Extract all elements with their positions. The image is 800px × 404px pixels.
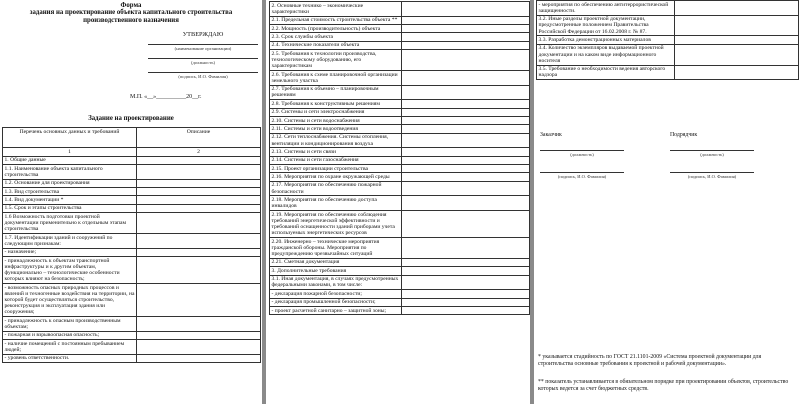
table-row bbox=[270, 116, 530, 124]
table-header-row bbox=[3, 128, 261, 148]
table-row bbox=[3, 248, 261, 256]
description-cell bbox=[402, 33, 530, 41]
page-3 bbox=[534, 0, 800, 404]
requirement-cell: 2.19. Мероприятия по обеспечению соблюдения требований энергетической эффективности и требований оснащенности зданий приборами учета используемых энергетических ресурсов bbox=[270, 211, 402, 238]
table-row bbox=[270, 307, 530, 315]
description-cell bbox=[137, 204, 261, 212]
requirement-cell: - мероприятия по обеспечению антитеррористической защищенности. bbox=[537, 1, 675, 16]
requirements-table-part-3 bbox=[536, 0, 799, 80]
requirement-cell: 2.6. Требования к схеме планировочной организации земельного участка bbox=[270, 70, 402, 85]
contractor-label: Подрядчик bbox=[670, 132, 698, 138]
table-row bbox=[3, 283, 261, 316]
requirement-cell: 3. Дополнительные требования bbox=[270, 267, 402, 275]
description-cell bbox=[137, 213, 261, 234]
requirement-cell: 1. Общие данные bbox=[3, 156, 137, 164]
approve-heading: УТВЕРЖДАЮ bbox=[182, 31, 224, 38]
footnote-stage: * указывается стадийность по ГОСТ 21.1101-2009 «Система проектной документации для строительства основные требования к проектной и рабочей документации». bbox=[538, 354, 762, 367]
customer-signature-caption: (подпись, И.О. Фамилия) bbox=[557, 174, 607, 179]
requirement-cell: 2.9. Системы и сети электроснабжения bbox=[270, 108, 402, 116]
description-cell bbox=[402, 307, 530, 315]
org-caption: (наименование организации) bbox=[174, 46, 232, 51]
contractor-position-caption: (должность) bbox=[700, 152, 724, 157]
requirement-cell: 1.7. Идентификации зданий и сооружений по следующим признакам: bbox=[3, 233, 137, 248]
requirement-cell: 3.3. Разработка демонстрационных материалов bbox=[537, 36, 675, 44]
table-row bbox=[270, 165, 530, 173]
requirement-cell: 2.8. Требования к конструктивным решениям bbox=[270, 100, 402, 108]
contractor-signature-line bbox=[670, 172, 754, 173]
table-row bbox=[3, 340, 261, 355]
description-cell bbox=[675, 65, 799, 80]
table-row bbox=[3, 256, 261, 283]
requirement-cell: 2.2. Мощность (производительность) объекта bbox=[270, 24, 402, 32]
table-row bbox=[270, 275, 530, 290]
requirement-cell: 1.4. Вид документации * bbox=[3, 196, 137, 204]
table-row bbox=[270, 267, 530, 275]
description-cell bbox=[137, 340, 261, 355]
position-caption: (должность) bbox=[190, 60, 216, 65]
form-title-line-2: задания на проектирование объекта капитального строительства bbox=[29, 9, 233, 17]
description-cell bbox=[137, 187, 261, 195]
table-row bbox=[3, 213, 261, 234]
table-row bbox=[270, 181, 530, 196]
footnote-budget: ** показатель устанавливается в обязательном порядке при проектировании объектов, строительство которых ведется за счет бюджетных средств. bbox=[538, 379, 789, 392]
table-row bbox=[270, 100, 530, 108]
table-row bbox=[537, 1, 799, 16]
requirement-cell: - уровень ответственности. bbox=[3, 354, 137, 362]
description-cell bbox=[402, 258, 530, 266]
table-row bbox=[3, 233, 261, 248]
requirement-cell: - принадлежность к опасным производственным объектам; bbox=[3, 317, 137, 332]
requirement-cell: 3.2. Иные разделы проектной документации, предусмотренные положением Правительства Российской Федерации от 16.02.2008 г. № 87. bbox=[537, 15, 675, 36]
table-row bbox=[270, 173, 530, 181]
description-cell bbox=[402, 275, 530, 290]
description-cell bbox=[402, 16, 530, 24]
requirement-cell: - возможность опасных природных процессов и явлений и техногенные воздействия на территории, на которой будет осуществляться строительство, реконструкция и эксплуатация здания или сооружения; bbox=[3, 283, 137, 316]
description-cell bbox=[137, 331, 261, 339]
description-cell bbox=[137, 317, 261, 332]
description-cell bbox=[675, 44, 799, 65]
table-row bbox=[270, 85, 530, 100]
requirement-cell: - принадлежность к объектам транспортной инфраструктуры и к другим объектам, функционально – технологические особенности которых влияют на безопасность; bbox=[3, 256, 137, 283]
requirement-cell: 2.12. Сети теплоснабжения. Системы отопления, вентиляции и кондиционирования воздуха bbox=[270, 133, 402, 148]
requirement-cell: 2.10. Системы и сети водоснабжения bbox=[270, 116, 402, 124]
requirement-cell: 1.3. Вид строительства bbox=[3, 187, 137, 195]
table-row bbox=[270, 148, 530, 156]
description-cell bbox=[402, 116, 530, 124]
requirement-cell: - наличие помещений с постоянным пребыванием людей; bbox=[3, 340, 137, 355]
requirement-cell: 2.3. Срок службы объекта bbox=[270, 33, 402, 41]
requirement-cell: 3.5. Требование о необходимости ведения авторского надзора bbox=[537, 65, 675, 80]
requirement-cell: 3.4. Количество экземпляров выдаваемой проектной документации и на каком виде информационного носителя bbox=[537, 44, 675, 65]
requirement-cell: 2.1. Предельная стоимость строительства объекта ** bbox=[270, 16, 402, 24]
description-cell bbox=[137, 354, 261, 362]
table-row bbox=[3, 204, 261, 212]
contractor-position-line bbox=[670, 150, 754, 151]
table-row bbox=[270, 133, 530, 148]
description-cell bbox=[137, 233, 261, 248]
description-cell bbox=[402, 238, 530, 259]
table-row bbox=[537, 65, 799, 80]
customer-label: Заказчик bbox=[540, 132, 562, 138]
customer-signature-line bbox=[540, 172, 624, 173]
requirement-cell: 2.7. Требования к объемно – планировочным решениям bbox=[270, 85, 402, 100]
description-cell bbox=[402, 211, 530, 238]
description-cell bbox=[137, 248, 261, 256]
requirement-cell: 1.5. Срок и этапы строительства bbox=[3, 204, 137, 212]
requirement-cell: 1.6 Возможность подготовки проектной документации применительно к отдельным этапам строительства bbox=[3, 213, 137, 234]
customer-position-caption: (должность) bbox=[570, 152, 594, 157]
table-row bbox=[270, 24, 530, 32]
table-number-row bbox=[3, 148, 261, 156]
description-cell bbox=[402, 196, 530, 211]
table-row bbox=[3, 317, 261, 332]
form-title-line-3: производственного назначения bbox=[83, 16, 179, 24]
description-cell bbox=[137, 179, 261, 187]
table-body bbox=[537, 1, 799, 80]
table-row bbox=[270, 156, 530, 164]
description-cell bbox=[402, 173, 530, 181]
requirements-table-part-2 bbox=[269, 1, 530, 315]
task-title: Задание на проектирование bbox=[88, 115, 174, 122]
table-row bbox=[270, 196, 530, 211]
description-cell bbox=[402, 50, 530, 71]
requirement-cell: 2.14. Системы и сети газоснабжения bbox=[270, 156, 402, 164]
description-cell bbox=[137, 156, 261, 164]
requirements-table-part-1 bbox=[2, 127, 261, 363]
form-title-line-1: Форма bbox=[120, 2, 142, 9]
description-cell bbox=[402, 298, 530, 306]
table-body bbox=[3, 156, 261, 363]
description-cell bbox=[402, 165, 530, 173]
description-cell bbox=[675, 36, 799, 44]
contractor-signature-caption: (подпись, И.О. Фамилия) bbox=[687, 174, 737, 179]
table-row bbox=[3, 196, 261, 204]
requirement-cell: 2.21. Сметная документация bbox=[270, 258, 402, 266]
table-row bbox=[3, 164, 261, 179]
description-cell bbox=[137, 256, 261, 283]
position-line bbox=[148, 58, 258, 59]
column-number-2: 2 bbox=[137, 148, 261, 156]
table-row bbox=[270, 125, 530, 133]
table-row bbox=[270, 298, 530, 306]
description-cell bbox=[137, 196, 261, 204]
requirement-cell: 2.5. Требования к технологии производства, технологическому оборудованию, его характеристикам bbox=[270, 50, 402, 71]
table-row bbox=[537, 44, 799, 65]
table-row bbox=[3, 331, 261, 339]
header-cell-description: Описание bbox=[137, 128, 261, 148]
table-row bbox=[537, 36, 799, 44]
description-cell bbox=[402, 85, 530, 100]
form-title bbox=[0, 2, 262, 24]
table-row bbox=[3, 156, 261, 164]
requirement-cell: 2.20. Инженерно – технические мероприятия гражданской обороны. Мероприятия по предупреждению чрезвычайных ситуаций bbox=[270, 238, 402, 259]
requirement-cell: 2.13. Системы и сети связи bbox=[270, 148, 402, 156]
requirement-cell: - назначение; bbox=[3, 248, 137, 256]
requirement-cell: 2.4. Технические показатели объекта bbox=[270, 41, 402, 49]
requirement-cell: - декларация пожарной безопасности; bbox=[270, 290, 402, 298]
description-cell bbox=[402, 156, 530, 164]
signature-caption: (подпись, И.О. Фамилия) bbox=[178, 74, 228, 79]
requirement-cell: 1.1. Наименование объекта капитального строительства bbox=[3, 164, 137, 179]
description-cell bbox=[675, 1, 799, 16]
description-cell bbox=[402, 100, 530, 108]
description-cell bbox=[402, 2, 530, 17]
requirement-cell: 2.18. Мероприятия по обеспечению доступа инвалидов bbox=[270, 196, 402, 211]
table-row bbox=[270, 33, 530, 41]
requirement-cell: 2.11. Системы и сети водоотведения bbox=[270, 125, 402, 133]
description-cell bbox=[402, 125, 530, 133]
table-row bbox=[270, 290, 530, 298]
table-row bbox=[270, 238, 530, 259]
table-row bbox=[3, 354, 261, 362]
table-row bbox=[270, 41, 530, 49]
requirement-cell: 3.1. Иная документация, в случаях предусмотренных федеральными законами, в том числе: bbox=[270, 275, 402, 290]
requirement-cell: - пожарная и взрывоопасная опасность; bbox=[3, 331, 137, 339]
requirement-cell: - декларация промышленной безопасности; bbox=[270, 298, 402, 306]
table-row bbox=[270, 211, 530, 238]
description-cell bbox=[402, 108, 530, 116]
description-cell bbox=[402, 70, 530, 85]
page-1 bbox=[0, 0, 262, 404]
description-cell bbox=[137, 283, 261, 316]
requirement-cell: 2. Основные технико – экономические характеристики bbox=[270, 2, 402, 17]
table-row bbox=[270, 108, 530, 116]
description-cell bbox=[402, 133, 530, 148]
description-cell bbox=[402, 290, 530, 298]
customer-position-line bbox=[540, 150, 624, 151]
table-row bbox=[270, 2, 530, 17]
table-row bbox=[270, 258, 530, 266]
requirement-cell: 1.2. Основание для проектирования bbox=[3, 179, 137, 187]
requirement-cell: 2.16. Мероприятия по охране окружающей среды bbox=[270, 173, 402, 181]
table-row bbox=[3, 179, 261, 187]
requirement-cell: 2.15. Проект организации строительства bbox=[270, 165, 402, 173]
description-cell bbox=[402, 181, 530, 196]
description-cell bbox=[402, 148, 530, 156]
signature-line bbox=[148, 72, 258, 73]
description-cell bbox=[402, 24, 530, 32]
description-cell bbox=[402, 267, 530, 275]
stamp-date-line: М.П. «__»__________20__г. bbox=[130, 94, 202, 100]
table-row bbox=[270, 16, 530, 24]
table-row bbox=[3, 187, 261, 195]
description-cell bbox=[137, 164, 261, 179]
table-row bbox=[270, 50, 530, 71]
table-body bbox=[270, 2, 530, 315]
table-row bbox=[270, 70, 530, 85]
org-line bbox=[148, 44, 258, 45]
table-row bbox=[537, 15, 799, 36]
requirement-cell: - проект расчетной санитарно – защитной зоны; bbox=[270, 307, 402, 315]
description-cell bbox=[675, 15, 799, 36]
column-number-1: 1 bbox=[3, 148, 137, 156]
requirement-cell: 2.17. Мероприятия по обеспечению пожарной безопасности bbox=[270, 181, 402, 196]
page-2 bbox=[266, 0, 530, 404]
description-cell bbox=[402, 41, 530, 49]
header-cell-list: Перечень основных данных и требований bbox=[3, 128, 137, 148]
